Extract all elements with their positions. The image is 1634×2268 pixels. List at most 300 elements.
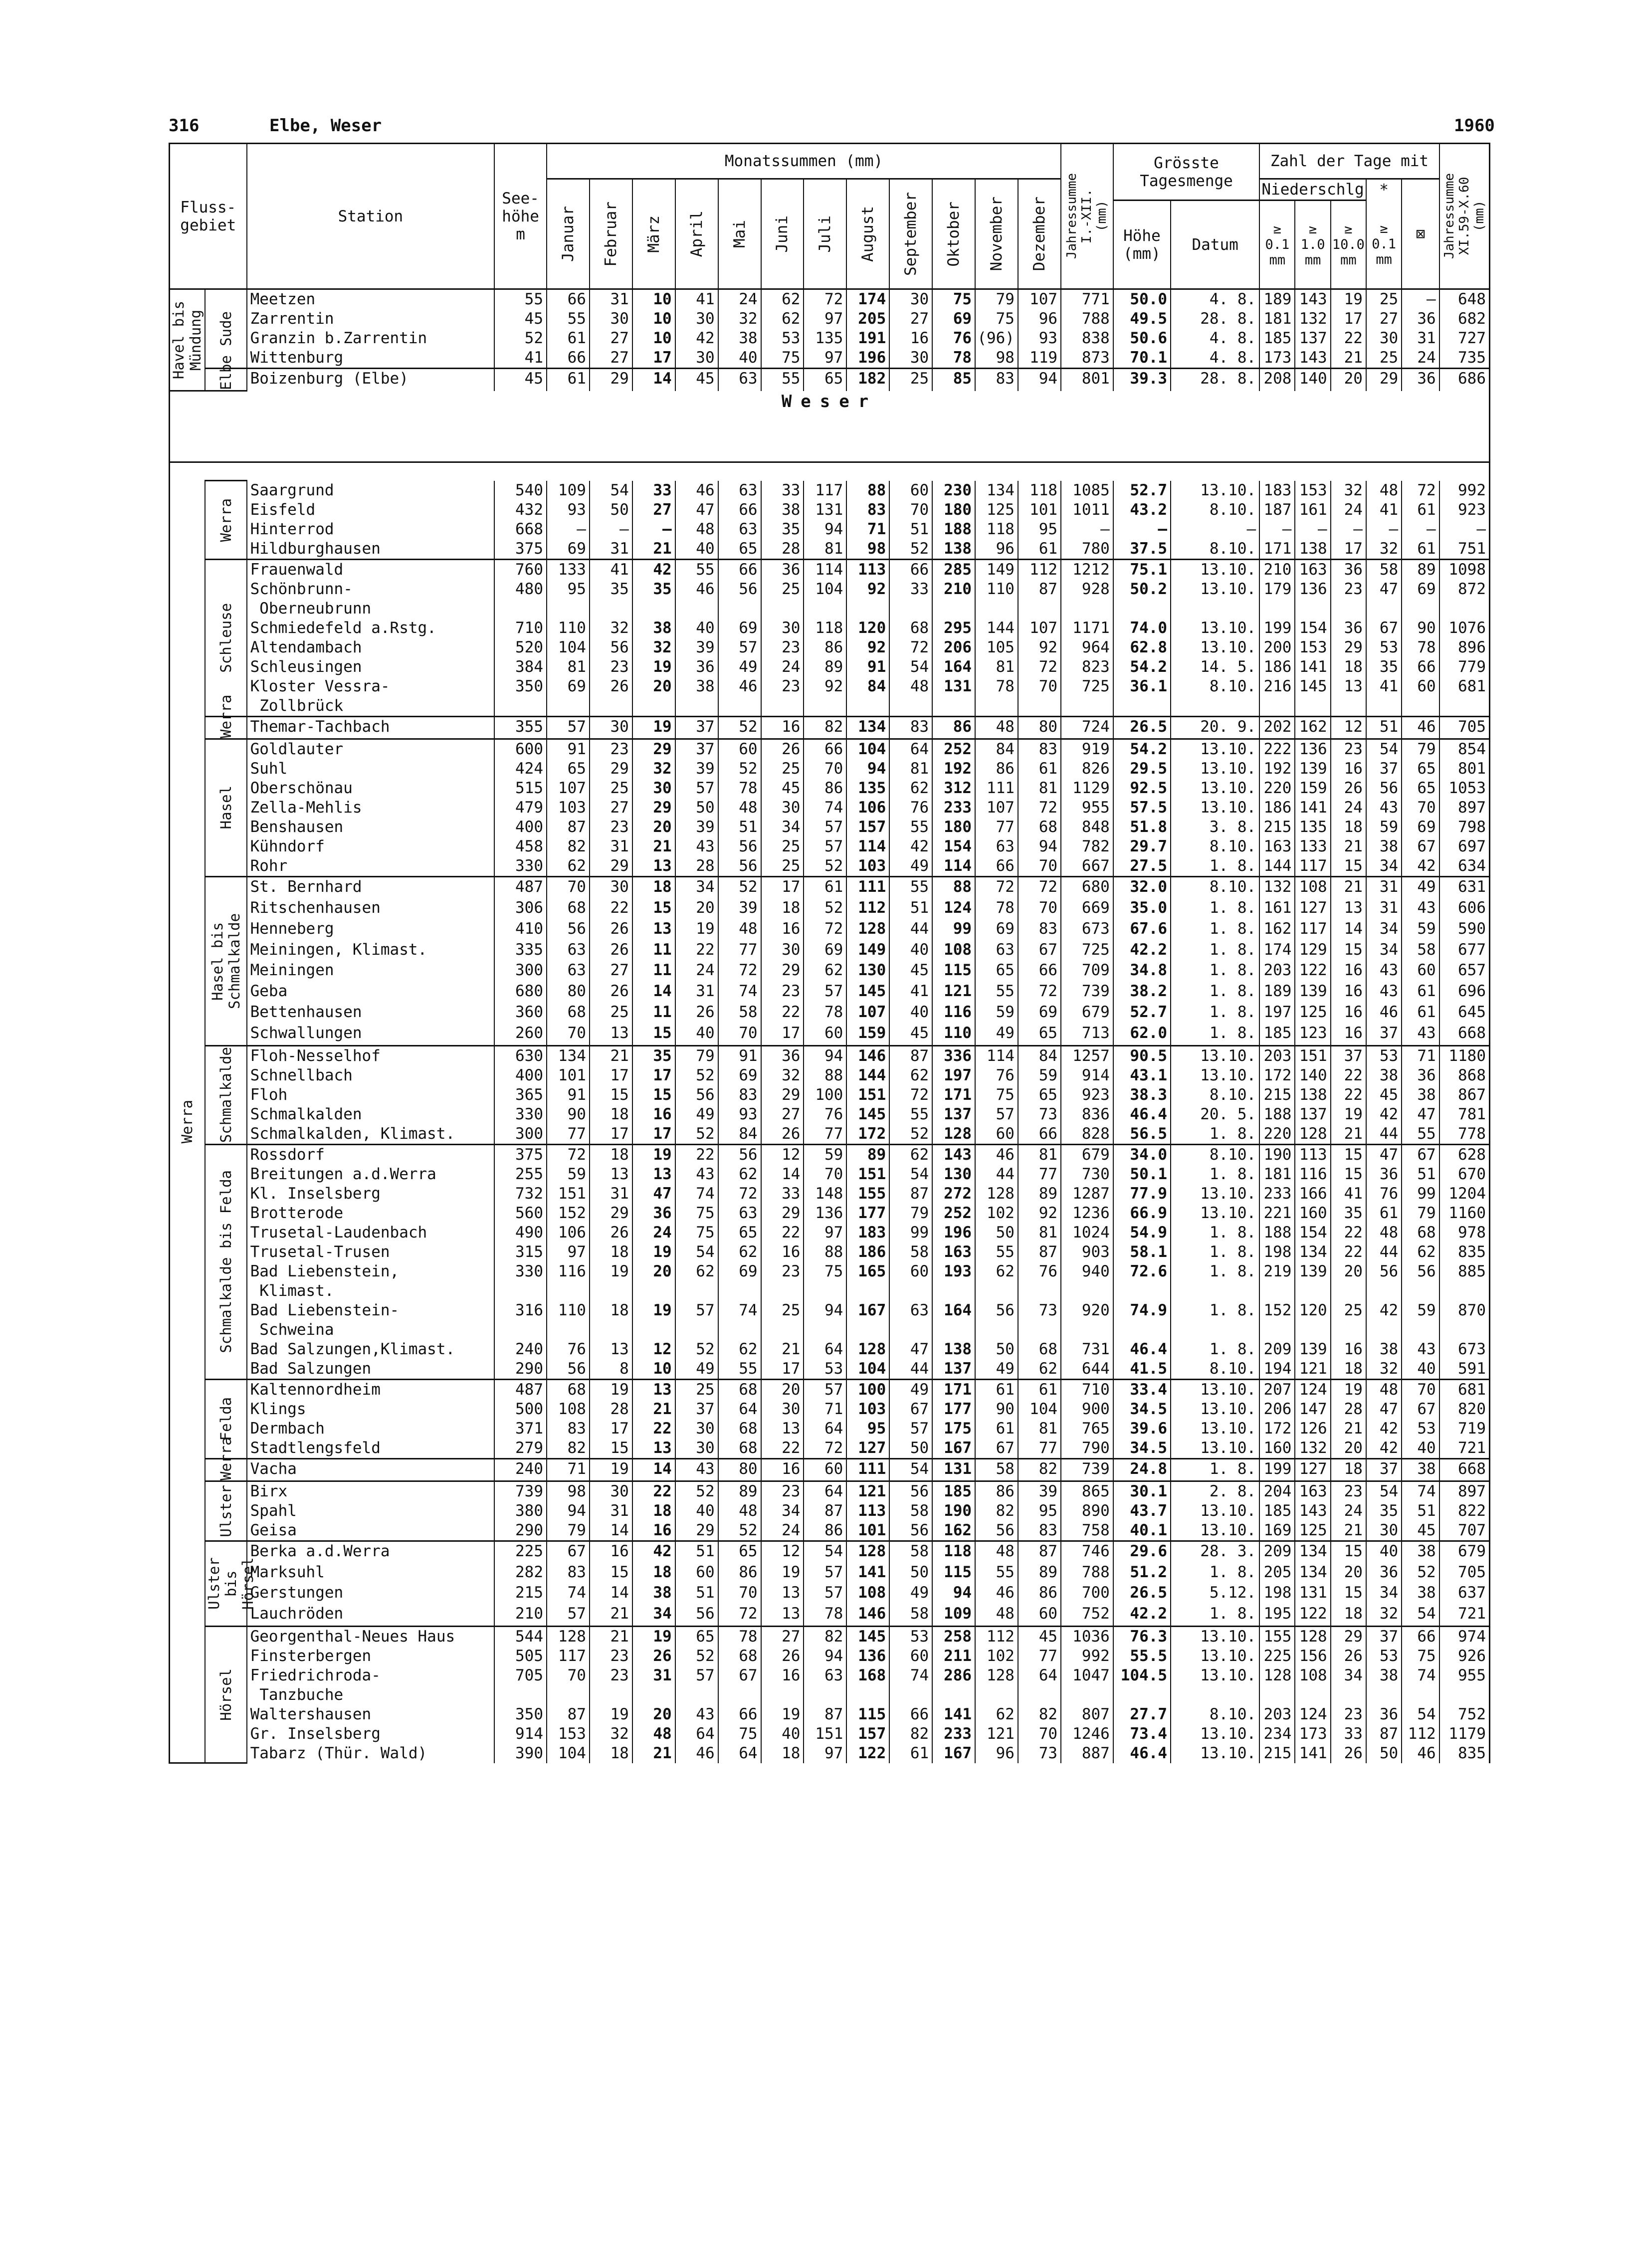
- data-cell: 682: [1439, 309, 1490, 329]
- data-cell: 40: [675, 539, 718, 560]
- data-cell: 21: [1331, 1124, 1366, 1145]
- data-cell: 67.6: [1113, 919, 1171, 940]
- data-cell: 69: [975, 919, 1018, 940]
- data-cell: 44: [975, 1165, 1018, 1184]
- data-cell: 206: [932, 638, 975, 657]
- data-cell: 8.10.: [1171, 1705, 1259, 1724]
- data-cell: 30: [590, 309, 632, 329]
- data-cell: 724: [1061, 716, 1113, 739]
- data-cell: 92: [846, 638, 889, 657]
- data-cell: 56: [889, 1521, 932, 1541]
- data-cell: 34.8: [1113, 961, 1171, 982]
- station-name: Lauchröden: [247, 1604, 495, 1626]
- data-cell: 46.4: [1113, 1105, 1171, 1124]
- data-cell: 45: [761, 779, 804, 798]
- data-cell: 112: [1018, 559, 1061, 580]
- data-cell: 67: [975, 1439, 1018, 1459]
- data-cell: 61: [975, 1419, 1018, 1439]
- subgroup-label: Ulster bis Hörsel: [205, 1541, 247, 1626]
- data-cell: 188: [932, 520, 975, 539]
- data-cell: 65: [718, 1541, 761, 1563]
- data-cell: 964: [1061, 638, 1113, 657]
- data-cell: 128: [975, 1184, 1018, 1204]
- data-cell: 61: [1366, 1204, 1402, 1223]
- data-cell: 74: [547, 1583, 590, 1604]
- data-cell: 138: [932, 1340, 975, 1359]
- data-cell: 108: [547, 1400, 590, 1419]
- data-cell: 83: [547, 1419, 590, 1439]
- data-cell: 10: [632, 289, 675, 310]
- data-cell: 94: [547, 1501, 590, 1521]
- data-cell: 39: [1018, 1481, 1061, 1501]
- data-cell: 89: [804, 657, 846, 677]
- data-cell: 74.9: [1113, 1301, 1171, 1340]
- data-cell: 133: [1295, 837, 1330, 856]
- data-cell: 23: [590, 657, 632, 677]
- data-cell: 38: [761, 500, 804, 520]
- data-cell: 19: [632, 1301, 675, 1340]
- data-cell: 47: [1366, 1144, 1402, 1165]
- station-name: Geba: [247, 982, 495, 1003]
- data-cell: 630: [494, 1045, 547, 1066]
- data-cell: 160: [1259, 1439, 1295, 1459]
- data-cell: 828: [1061, 1124, 1113, 1145]
- data-cell: 390: [494, 1744, 547, 1763]
- data-cell: 36.1: [1113, 677, 1171, 717]
- data-cell: 46: [1366, 1003, 1402, 1024]
- data-cell: 992: [1061, 1647, 1113, 1666]
- data-cell: 82: [1018, 1705, 1061, 1724]
- table-row: [170, 1419, 1490, 1439]
- data-cell: 20: [632, 818, 675, 837]
- data-cell: 47: [1402, 1105, 1439, 1124]
- data-cell: 72: [804, 1439, 846, 1459]
- data-cell: 29: [1331, 638, 1366, 657]
- page-title: Elbe, Weser: [269, 116, 382, 136]
- data-cell: 182: [846, 369, 889, 391]
- data-cell: 31: [590, 1184, 632, 1204]
- data-cell: 64: [675, 1724, 718, 1744]
- data-cell: 53: [761, 329, 804, 348]
- data-cell: 221: [1259, 1204, 1295, 1223]
- data-cell: 36: [761, 1045, 804, 1066]
- data-cell: 144: [846, 1066, 889, 1085]
- data-cell: 20. 9.: [1171, 716, 1259, 739]
- data-cell: 63: [718, 369, 761, 391]
- data-cell: 82: [1018, 1458, 1061, 1481]
- table-row: [170, 1066, 1490, 1085]
- data-cell: 46: [718, 677, 761, 717]
- data-cell: 20: [632, 1262, 675, 1301]
- data-cell: 65: [675, 1626, 718, 1647]
- data-cell: 40: [889, 940, 932, 961]
- data-cell: 159: [1295, 779, 1330, 798]
- data-cell: 13: [632, 1439, 675, 1459]
- data-cell: 23: [1331, 1481, 1366, 1501]
- data-cell: 72: [1018, 657, 1061, 677]
- data-cell: 335: [494, 940, 547, 961]
- data-cell: 77.9: [1113, 1184, 1171, 1204]
- data-cell: 19: [590, 1705, 632, 1724]
- data-cell: 61: [804, 876, 846, 898]
- data-cell: 29.5: [1113, 759, 1171, 779]
- data-cell: 57: [675, 1301, 718, 1340]
- data-cell: 128: [975, 1666, 1018, 1705]
- data-cell: 19: [1331, 289, 1366, 310]
- data-cell: 807: [1061, 1705, 1113, 1724]
- data-cell: 18: [632, 1501, 675, 1521]
- data-cell: 61: [975, 1379, 1018, 1400]
- data-cell: 57: [804, 982, 846, 1003]
- data-cell: 69: [718, 1066, 761, 1085]
- data-cell: 735: [1439, 348, 1490, 369]
- data-cell: 167: [846, 1301, 889, 1340]
- data-cell: 31: [590, 1501, 632, 1521]
- data-cell: 60: [975, 1124, 1018, 1145]
- data-cell: 153: [547, 1724, 590, 1744]
- data-cell: 432: [494, 500, 547, 520]
- data-cell: 148: [804, 1184, 846, 1204]
- data-cell: 80: [1018, 716, 1061, 739]
- data-cell: 96: [1018, 309, 1061, 329]
- data-cell: 16: [1331, 1340, 1366, 1359]
- data-cell: 219: [1259, 1262, 1295, 1301]
- data-cell: 1. 8.: [1171, 919, 1259, 940]
- data-cell: 111: [846, 876, 889, 898]
- data-cell: 192: [932, 759, 975, 779]
- data-cell: 865: [1061, 1481, 1113, 1501]
- data-cell: 18: [590, 1744, 632, 1763]
- data-cell: 15: [1331, 1144, 1366, 1165]
- data-cell: 106: [547, 1223, 590, 1242]
- subgroup-label: Schleuse: [205, 559, 247, 716]
- data-cell: 66: [889, 1705, 932, 1724]
- data-cell: 58: [889, 1242, 932, 1262]
- data-cell: 721: [1439, 1604, 1490, 1626]
- data-cell: 20: [1331, 1439, 1366, 1459]
- data-cell: 171: [932, 1379, 975, 1400]
- data-cell: 21: [632, 539, 675, 560]
- data-cell: 68: [1402, 1223, 1439, 1242]
- station-name: Schmalkalden, Klimast.: [247, 1124, 495, 1145]
- data-cell: 167: [932, 1439, 975, 1459]
- data-cell: 648: [1439, 289, 1490, 310]
- data-cell: 1047: [1061, 1666, 1113, 1705]
- data-cell: 87: [1018, 1541, 1061, 1563]
- data-cell: 54: [1402, 1705, 1439, 1724]
- data-cell: 57: [547, 716, 590, 739]
- data-cell: 1. 8.: [1171, 1301, 1259, 1340]
- data-cell: 199: [1259, 1458, 1295, 1481]
- data-cell: 350: [494, 1705, 547, 1724]
- data-cell: 62: [718, 1340, 761, 1359]
- data-cell: 45: [494, 369, 547, 391]
- month-header: Oktober: [932, 179, 975, 289]
- data-cell: 928: [1061, 580, 1113, 619]
- data-cell: 208: [1259, 369, 1295, 391]
- data-cell: 29: [675, 1521, 718, 1541]
- data-cell: 20: [1331, 369, 1366, 391]
- data-cell: 65: [718, 539, 761, 560]
- data-cell: (96): [975, 329, 1018, 348]
- data-cell: 24: [718, 289, 761, 310]
- table-row: [170, 856, 1490, 877]
- data-cell: 43: [1402, 1340, 1439, 1359]
- data-cell: 65: [547, 759, 590, 779]
- data-cell: 112: [975, 1626, 1018, 1647]
- data-cell: 62.0: [1113, 1024, 1171, 1045]
- data-cell: 152: [1259, 1301, 1295, 1340]
- data-cell: 35.0: [1113, 898, 1171, 919]
- data-cell: 76: [804, 1105, 846, 1124]
- data-cell: 49: [889, 1379, 932, 1400]
- data-cell: 739: [1061, 982, 1113, 1003]
- data-cell: 220: [1259, 779, 1295, 798]
- table-row: [170, 779, 1490, 798]
- data-cell: 778: [1439, 1124, 1490, 1145]
- station-name: Goldlauter: [247, 739, 495, 759]
- data-cell: 128: [1295, 1626, 1330, 1647]
- data-cell: 21: [1331, 1521, 1366, 1541]
- data-cell: 122: [846, 1744, 889, 1763]
- data-cell: 38: [632, 1583, 675, 1604]
- table-row: [170, 716, 1490, 739]
- data-cell: 31: [675, 982, 718, 1003]
- data-cell: 61: [1402, 982, 1439, 1003]
- data-cell: 37: [1331, 1045, 1366, 1066]
- data-cell: 10: [632, 329, 675, 348]
- data-cell: 86: [718, 1563, 761, 1584]
- data-cell: 55: [975, 982, 1018, 1003]
- data-cell: 33: [632, 481, 675, 500]
- data-cell: 141: [932, 1705, 975, 1724]
- data-cell: 135: [1295, 818, 1330, 837]
- data-cell: 696: [1439, 982, 1490, 1003]
- data-cell: 64: [718, 1400, 761, 1419]
- section-title: Weser: [170, 391, 1490, 462]
- data-cell: 31: [1366, 876, 1402, 898]
- data-cell: 177: [932, 1400, 975, 1419]
- data-cell: 99: [1402, 1184, 1439, 1204]
- data-cell: 54: [675, 1242, 718, 1262]
- data-cell: 146: [846, 1604, 889, 1626]
- data-cell: 780: [1061, 539, 1113, 560]
- data-cell: 20: [761, 1379, 804, 1400]
- station-name: Kaltennordheim: [247, 1379, 495, 1400]
- data-cell: 88: [804, 1066, 846, 1085]
- data-cell: 37: [1366, 1458, 1402, 1481]
- data-cell: 82: [975, 1501, 1018, 1521]
- subgroup-label: Sude: [205, 289, 247, 369]
- data-cell: 606: [1439, 898, 1490, 919]
- subgroup-label: Schmalkalde: [205, 1045, 247, 1144]
- data-cell: 591: [1439, 1359, 1490, 1380]
- data-cell: 62: [889, 779, 932, 798]
- data-cell: 134: [975, 481, 1018, 500]
- table-row: [170, 348, 1490, 369]
- data-cell: 86: [804, 1521, 846, 1541]
- data-cell: 106: [846, 798, 889, 818]
- data-cell: 17: [590, 1419, 632, 1439]
- data-cell: 1. 8.: [1171, 1262, 1259, 1301]
- data-cell: 35: [1366, 657, 1402, 677]
- data-cell: 36: [1331, 619, 1366, 638]
- data-cell: 732: [494, 1184, 547, 1204]
- data-cell: 29: [590, 856, 632, 877]
- data-cell: 677: [1439, 940, 1490, 961]
- data-cell: 52: [889, 1124, 932, 1145]
- data-cell: 58: [1402, 940, 1439, 961]
- data-cell: 719: [1439, 1419, 1490, 1439]
- data-cell: 46: [675, 1744, 718, 1763]
- data-cell: 104: [846, 1359, 889, 1380]
- header-groesste: Grösste Tagesmenge: [1113, 144, 1259, 201]
- data-cell: 169: [1259, 1521, 1295, 1541]
- data-cell: 191: [846, 329, 889, 348]
- data-cell: –: [1259, 520, 1295, 539]
- month-header: Mai: [718, 179, 761, 289]
- data-cell: 78: [804, 1003, 846, 1024]
- header-flussgebiet: Fluss- gebiet: [170, 144, 247, 289]
- data-cell: 131: [932, 1458, 975, 1481]
- data-cell: 52.7: [1113, 1003, 1171, 1024]
- header-station: Station: [247, 144, 495, 289]
- data-cell: 94: [804, 1045, 846, 1066]
- data-cell: 40: [675, 1024, 718, 1045]
- data-cell: 40: [761, 1724, 804, 1744]
- data-cell: 92.5: [1113, 779, 1171, 798]
- data-cell: 220: [1259, 1124, 1295, 1145]
- data-cell: 41: [590, 559, 632, 580]
- data-cell: 26: [590, 1223, 632, 1242]
- data-cell: 32: [1331, 481, 1366, 500]
- data-cell: 24: [761, 1521, 804, 1541]
- data-cell: 156: [1295, 1647, 1330, 1666]
- data-cell: 26: [590, 919, 632, 940]
- data-cell: –: [1366, 520, 1402, 539]
- data-cell: 187: [1259, 500, 1295, 520]
- data-cell: 111: [846, 1458, 889, 1481]
- data-cell: 31: [590, 289, 632, 310]
- table-row: [170, 1481, 1490, 1501]
- data-cell: 163: [1295, 1481, 1330, 1501]
- data-cell: 15: [1331, 1165, 1366, 1184]
- data-cell: 118: [804, 619, 846, 638]
- station-name: Tabarz (Thür. Wald): [247, 1744, 495, 1763]
- data-cell: 707: [1439, 1521, 1490, 1541]
- data-cell: 86: [975, 1481, 1018, 1501]
- data-cell: 30: [590, 1481, 632, 1501]
- station-name: Floh-Nesselhof: [247, 1045, 495, 1066]
- data-cell: 110: [975, 580, 1018, 619]
- data-cell: 86: [975, 759, 1018, 779]
- data-cell: 540: [494, 481, 547, 500]
- data-cell: 61: [1018, 539, 1061, 560]
- data-cell: 657: [1439, 961, 1490, 982]
- data-cell: 75: [975, 1085, 1018, 1105]
- data-cell: 180: [932, 500, 975, 520]
- data-cell: 128: [846, 919, 889, 940]
- data-cell: 72: [718, 1184, 761, 1204]
- data-cell: 21: [1331, 837, 1366, 856]
- data-cell: 104: [804, 580, 846, 619]
- data-cell: 136: [1295, 580, 1330, 619]
- data-cell: 114: [846, 837, 889, 856]
- data-cell: 22: [632, 1481, 675, 1501]
- data-cell: 42: [889, 837, 932, 856]
- data-cell: 55: [975, 1242, 1018, 1262]
- data-cell: 97: [804, 1744, 846, 1763]
- data-cell: 36: [675, 657, 718, 677]
- data-cell: 139: [1295, 759, 1330, 779]
- data-cell: 26: [590, 677, 632, 717]
- data-cell: 97: [804, 348, 846, 369]
- station-name: Trusetal-Laudenbach: [247, 1223, 495, 1242]
- data-cell: 4. 8.: [1171, 329, 1259, 348]
- data-cell: 41: [889, 982, 932, 1003]
- data-cell: 74: [718, 982, 761, 1003]
- table-row: [170, 1604, 1490, 1626]
- data-cell: 50: [975, 1340, 1018, 1359]
- data-cell: 64: [1018, 1666, 1061, 1705]
- table-row: [170, 1705, 1490, 1724]
- data-cell: 8.10.: [1171, 539, 1259, 560]
- data-cell: 29: [632, 739, 675, 759]
- data-cell: 66: [718, 500, 761, 520]
- data-cell: 104: [846, 739, 889, 759]
- station-name: Bad Salzungen,Klimast.: [247, 1340, 495, 1359]
- data-cell: 17: [632, 1066, 675, 1085]
- data-cell: 123: [1295, 1024, 1330, 1045]
- data-cell: 173: [1259, 348, 1295, 369]
- data-cell: 163: [1295, 559, 1330, 580]
- data-cell: 700: [1061, 1583, 1113, 1604]
- data-cell: 16: [1331, 961, 1366, 982]
- data-cell: 27: [1366, 309, 1402, 329]
- data-cell: 24: [1331, 500, 1366, 520]
- data-cell: 400: [494, 818, 547, 837]
- data-cell: 27.7: [1113, 1705, 1171, 1724]
- data-cell: 801: [1439, 759, 1490, 779]
- data-cell: 1085: [1061, 481, 1113, 500]
- data-cell: 26: [761, 1647, 804, 1666]
- data-cell: 15: [1331, 940, 1366, 961]
- data-cell: 32: [718, 309, 761, 329]
- data-cell: 94: [1018, 837, 1061, 856]
- data-cell: 36: [1366, 1563, 1402, 1584]
- data-cell: 83: [718, 1085, 761, 1105]
- data-cell: 13: [590, 1340, 632, 1359]
- data-cell: 71: [804, 1400, 846, 1419]
- data-cell: 822: [1439, 1501, 1490, 1521]
- data-cell: 31: [632, 1666, 675, 1705]
- data-cell: 93: [718, 1105, 761, 1124]
- data-cell: 96: [975, 1744, 1018, 1763]
- data-cell: 59: [1018, 1066, 1061, 1085]
- data-cell: 198: [1259, 1242, 1295, 1262]
- data-cell: 110: [547, 1301, 590, 1340]
- data-cell: 23: [590, 739, 632, 759]
- data-cell: 98: [975, 348, 1018, 369]
- data-cell: 1171: [1061, 619, 1113, 638]
- data-cell: 66: [1018, 961, 1061, 982]
- data-cell: 32: [761, 1066, 804, 1085]
- data-cell: 24: [632, 1223, 675, 1242]
- data-cell: 10: [632, 1359, 675, 1380]
- data-cell: 21: [632, 1744, 675, 1763]
- data-cell: 13.10.: [1171, 1647, 1259, 1666]
- data-cell: 8.10.: [1171, 500, 1259, 520]
